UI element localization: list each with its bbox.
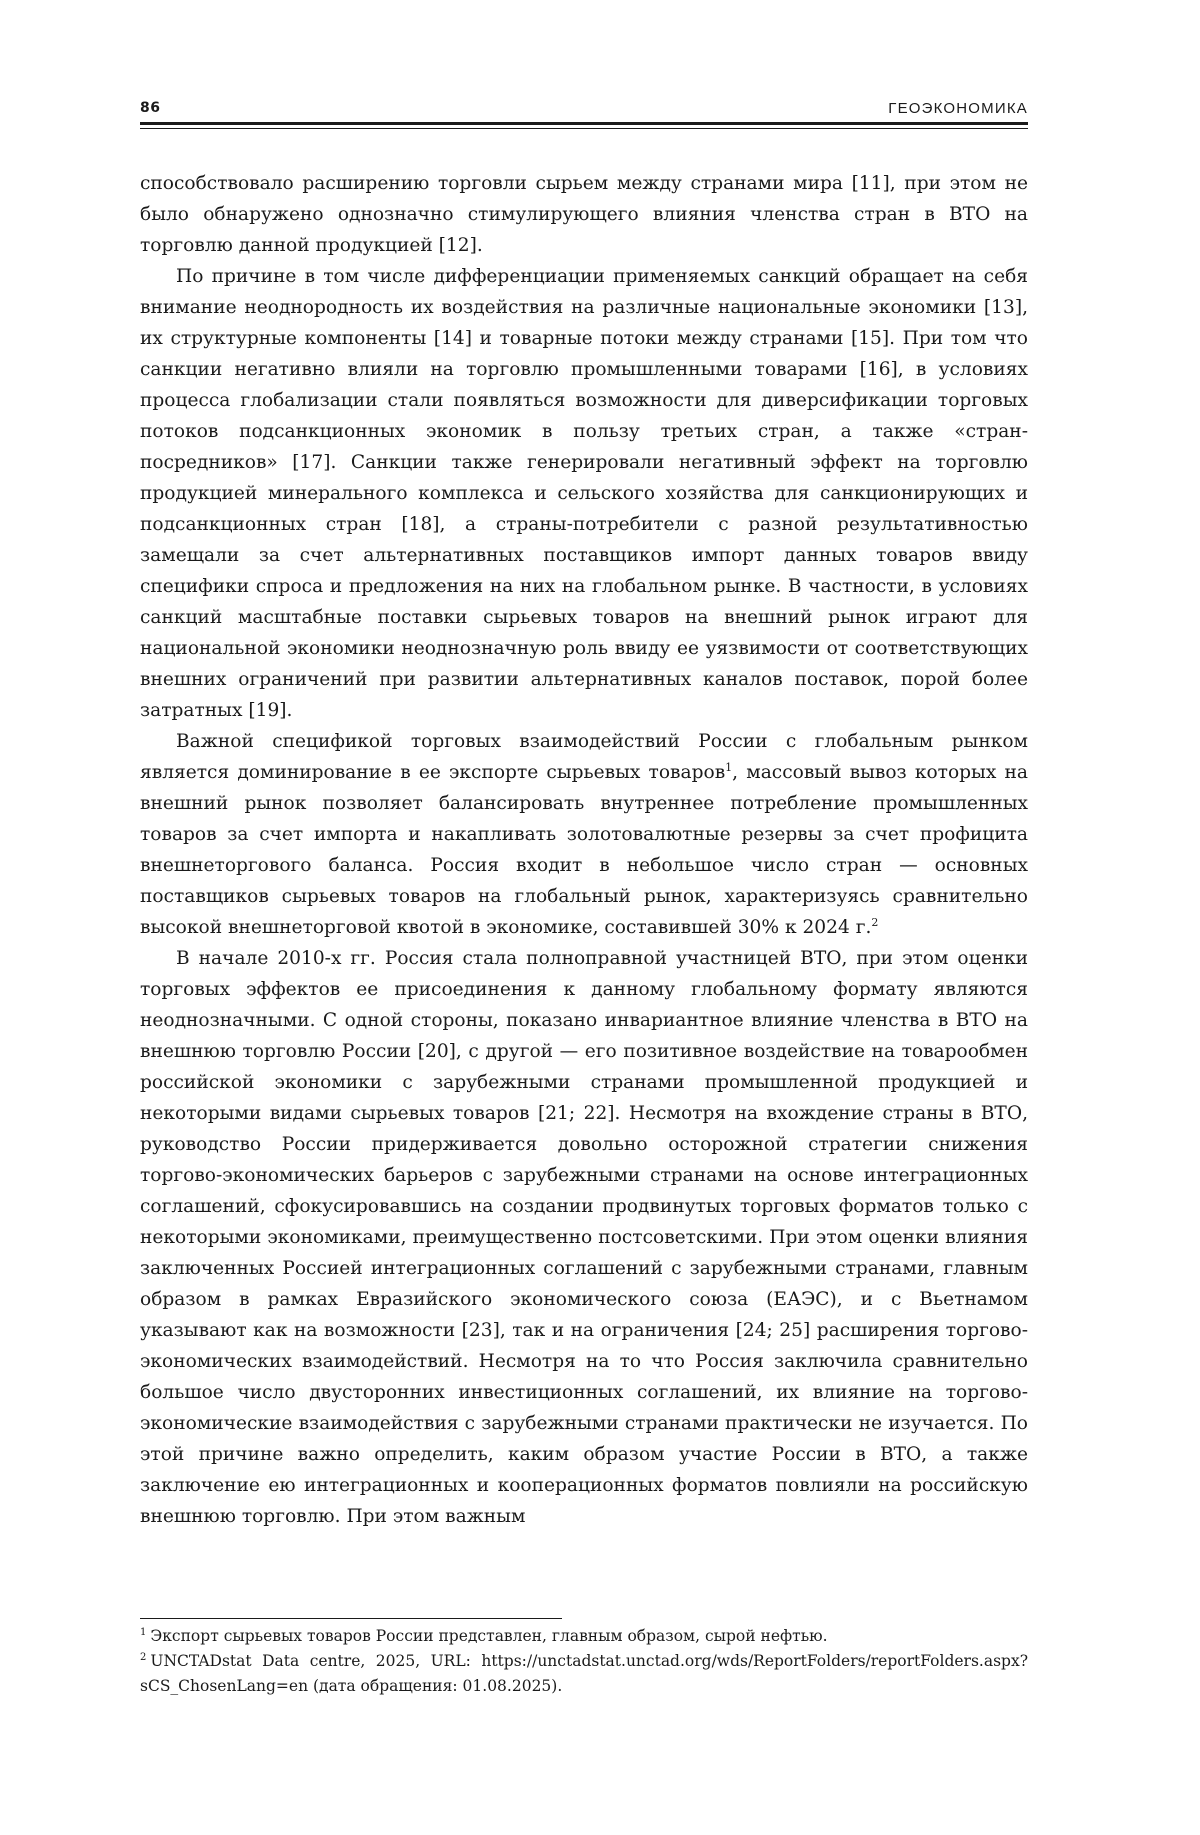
header-rule xyxy=(140,122,1028,125)
footnote-1 xyxy=(140,1624,1028,1649)
body-text xyxy=(140,168,1028,1532)
paragraph-text: Важной спецификой торговых взаимодействий России с глобальным рынком является доминирование в ее экспорте сырьевых товаров xyxy=(140,731,1028,783)
paragraph-text: , массовый вывоз которых на внешний рынок позволяет балансировать внутреннее потребление промышленных товаров за счет импорта и накапливать золотовалютные резервы за счет профицита внешнеторгового баланса. Россия входит в небольшое число стран — основных поставщиков сырьевых товаров на глобальный рынок, характеризуясь сравнительно высокой внешнеторговой квотой в экономике, составившей 30% к 2024 г. xyxy=(140,762,1028,938)
footnote-separator xyxy=(140,1618,562,1619)
header-rule-thin xyxy=(140,128,1028,129)
footnote-2 xyxy=(140,1649,1028,1699)
footnote-text: UNCTADstat Data centre, 2025, URL: https://unctadstat.unctad.org/wds/ReportFolders/reportFolders.aspx?sCS_ChosenLang=en (дата обращения: 01.08.2025). xyxy=(140,1652,1028,1695)
paragraph-russia-trade xyxy=(140,726,1028,943)
running-head: ГЕОЭКОНОМИКА xyxy=(888,100,1028,117)
paragraph-sanctions: По причине в том числе дифференциации применяемых санкций обращает на себя внимание неоднородность их воздействия на различные национальные экономики [13], их структурные компоненты [14] и товарные потоки между странами [15]. При том что санкции негативно влияли на торговлю промышленными товарами [16], в условиях процесса глобализации стали появляться возможности для диверсификации торговых потоков подсанкционных экономик в пользу третьих стран, а также «стран-посредников» [17]. Санкции также генерировали негативный эффект на торговлю продукцией минерального комплекса и сельского хозяйства для санкционирующих и подсанкционных стран [18], а страны-потребители с разной результативностью замещали за счет альтернативных поставщиков импорт данных товаров ввиду специфики спроса и предложения на них на глобальном рынке. В частности, в условиях санкций масштабные поставки сырьевых товаров на внешний рынок играют для национальной экономики неоднозначную роль ввиду ее уязвимости от соответствующих внешних ограничений при развитии альтернативных каналов поставок, порой более затратных [19]. xyxy=(140,261,1028,726)
page-number: 86 xyxy=(140,100,160,116)
footnote-mark: 2 xyxy=(140,1652,146,1663)
footnote-text: Экспорт сырьевых товаров России представлен, главным образом, сырой нефтью. xyxy=(150,1627,827,1645)
footnote-ref-1[interactable]: 1 xyxy=(725,761,732,774)
paragraph-continuation: способствовало расширению торговли сырьем между странами мира [11], при этом не было обнаружено однозначно стимулирующего влияния членства стран в ВТО на торговлю данной продукцией [12]. xyxy=(140,168,1028,261)
footnote-mark: 1 xyxy=(140,1627,146,1638)
footnotes xyxy=(140,1624,1028,1699)
footnote-ref-2[interactable]: 2 xyxy=(871,916,878,929)
paragraph-wto: В начале 2010-х гг. Россия стала полноправной участницей ВТО, при этом оценки торговых эффектов ее присоединения к данному глобальному формату являются неоднозначными. С одной стороны, показано инвариантное влияние членства в ВТО на внешнюю торговлю России [20], с другой — его позитивное воздействие на товарообмен российской экономики с зарубежными странами промышленной продукцией и некоторыми видами сырьевых товаров [21; 22]. Несмотря на вхождение страны в ВТО, руководство России придерживается довольно осторожной стратегии снижения торгово-экономических барьеров с зарубежными странами на основе интеграционных соглашений, сфокусировавшись на создании продвинутых торговых форматов только с некоторыми экономиками, преимущественно постсоветскими. При этом оценки влияния заключенных Россией интеграционных соглашений с зарубежными странами, главным образом в рамках Евразийского экономического союза (ЕАЭС), и с Вьетнамом указывают как на возможности [23], так и на ограничения [24; 25] расширения торгово-экономических взаимодействий. Несмотря на то что Россия заключила сравнительно большое число двусторонних инвестиционных соглашений, их влияние на торгово-экономические взаимодействия с зарубежными странами практически не изучается. По этой причине важно определить, каким образом участие России в ВТО, а также заключение ею интеграционных и кооперационных форматов повлияли на российскую внешнюю торговлю. При этом важным xyxy=(140,943,1028,1532)
